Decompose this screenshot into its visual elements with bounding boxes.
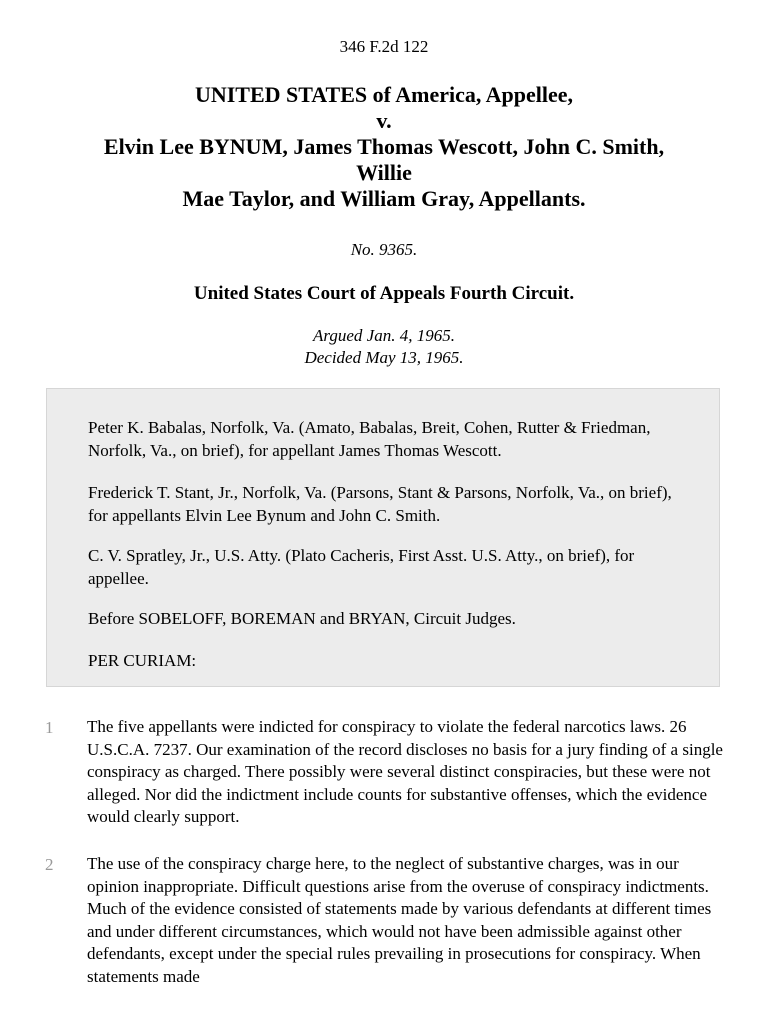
caption-appellants-line2: Willie <box>356 160 412 185</box>
case-caption <box>40 82 728 212</box>
argued-date: Argued Jan. 4, 1965. <box>313 326 455 345</box>
court-name: United States Court of Appeals Fourth Circuit. <box>193 283 575 304</box>
caption-appellee: UNITED STATES of America, Appellee, <box>194 82 574 107</box>
decided-date: Decided May 13, 1965. <box>304 348 464 367</box>
paragraph-text: The use of the conspiracy charge here, to the neglect of substantive charges, was in our opinion inappropriate. Difficult questions arise from the overuse of conspiracy indictments. Much of the evidence consisted of statements made by various defendants at different times and under different circumstances, which would not have been admissible against other defendants, except under the special rules prevailing in prosecutions for conspiracy. When statements made <box>87 854 712 986</box>
counsel-box <box>46 388 720 687</box>
counsel-appellant-wescott: Peter K. Babalas, Norfolk, Va. (Amato, Babalas, Breit, Cohen, Rutter & Friedman, Norfolk, Va., on brief), for appellant James Thomas Wescott. <box>88 418 651 460</box>
docket-number: No. 9365. <box>350 240 418 259</box>
caption-appellants-line1: Elvin Lee BYNUM, James Thomas Wescott, John C. Smith, <box>103 134 665 159</box>
paragraph-number: 1 <box>45 718 54 737</box>
counsel-appellants-bynum-smith: Frederick T. Stant, Jr., Norfolk, Va. (Parsons, Stant & Parsons, Norfolk, Va., on brief), for appellants Elvin Lee Bynum and John C. Smith. <box>88 483 672 525</box>
counsel-appellee: C. V. Spratley, Jr., U.S. Atty. (Plato Cacheris, First Asst. U.S. Atty., on brief), for appellee. <box>88 546 635 588</box>
paragraph-number: 2 <box>45 855 54 874</box>
per-curiam-label: PER CURIAM: <box>88 651 197 670</box>
panel-judges: Before SOBELOFF, BOREMAN and BRYAN, Circuit Judges. <box>88 609 516 628</box>
caption-appellants-line3: Mae Taylor, and William Gray, Appellants. <box>182 186 586 211</box>
paragraph-text: The five appellants were indicted for conspiracy to violate the federal narcotics laws. 26 U.S.C.A. 7237. Our examination of the record discloses no basis for a jury finding of a single conspiracy as charged. There possibly were several distinct conspiracies, but these were not alleged. Nor did the indictment include counts for substantive offenses, which the evidence would clearly support. <box>87 717 723 826</box>
caption-versus: v. <box>376 108 392 133</box>
case-citation: 346 F.2d 122 <box>339 37 429 56</box>
case-dates <box>0 325 768 369</box>
